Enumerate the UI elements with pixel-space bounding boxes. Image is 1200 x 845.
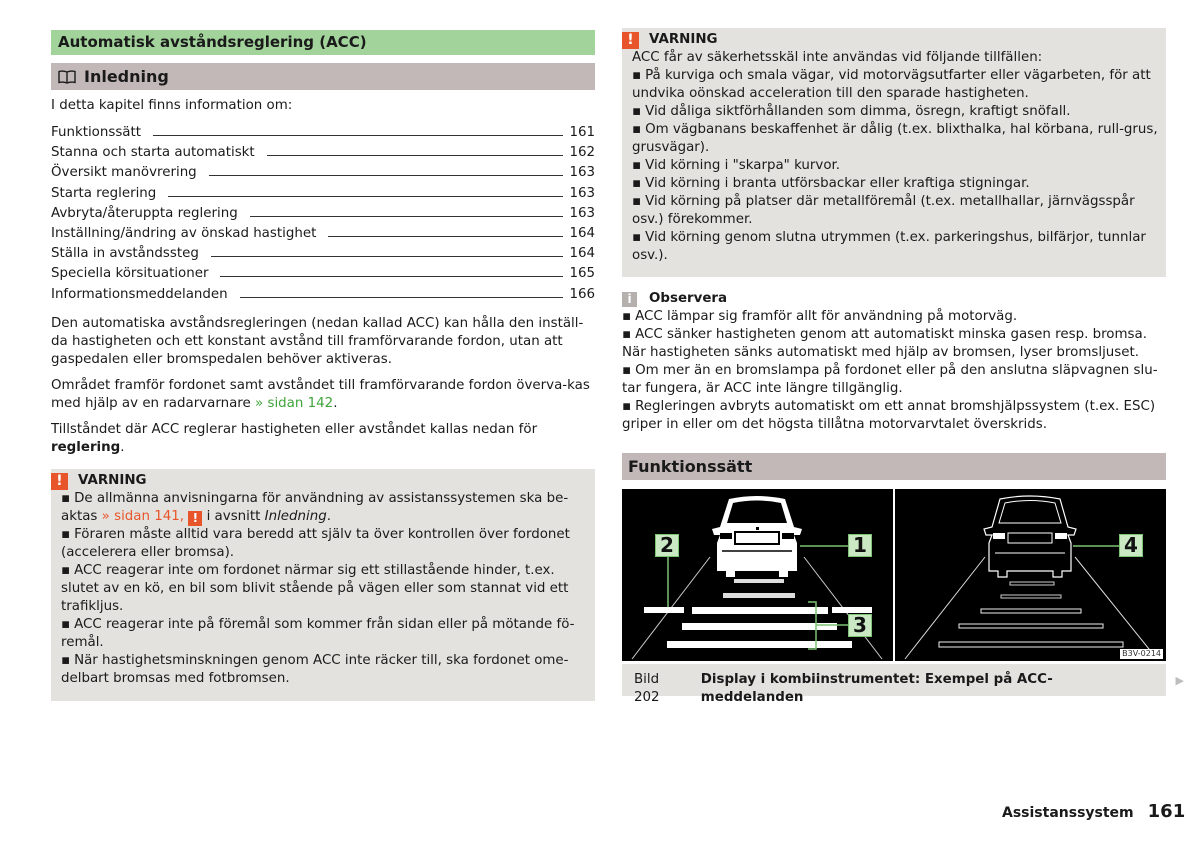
intro-text: I detta kapitel finns information om: — [51, 98, 293, 113]
toc-label: Informationsmeddelanden — [51, 286, 228, 302]
book-icon — [58, 70, 76, 84]
warning-item: ▪ Om vägbanans beskaffenhet är dålig (t.ex. blixthalka, hal körbana, rull-grus, grusvägar). — [632, 121, 1160, 157]
section-title: Inledning — [84, 67, 169, 86]
toc-label: Funktionssätt — [51, 125, 142, 140]
toc-leader — [240, 297, 564, 298]
toc-page: 161 — [569, 125, 595, 140]
toc-item[interactable] — [51, 286, 595, 306]
note-item: ▪ ACC lämpar sig framför allt för användning på motorväg. — [622, 308, 1166, 326]
toc-leader — [328, 236, 563, 237]
chapter-title: Automatisk avståndsreglering (ACC) — [51, 30, 595, 55]
warning-box-left — [51, 469, 595, 701]
note-item: ▪ Om mer än en bromslampa på fordonet eller på den anslutna släpvagnen slu-tar fungera, är ACC inte längre tillgänglig. — [622, 362, 1166, 398]
toc-leader — [153, 135, 563, 136]
toc-item[interactable] — [51, 205, 595, 225]
toc-leader — [220, 276, 563, 277]
toc-leader — [267, 155, 564, 156]
paragraph-acc-description: Den automatiska avståndsregleringen (nedan kallad ACC) kan hålla den inställ-da hastigheten och ett konstant avstånd till framförvarande fordon, utan att gaspedalen eller bromspedalen behöver aktiveras. — [51, 316, 584, 367]
page-footer — [1002, 803, 1185, 822]
warning-item — [61, 490, 589, 526]
warning-lead: ACC får av säkerhetsskäl inte användas vid följande tillfällen: — [632, 50, 1043, 65]
figure-code: B3V-0214 — [1122, 649, 1161, 658]
warning-item: ▪ Vid dåliga siktförhållanden som dimma, ösregn, kraftigt snöfall. — [632, 103, 1160, 121]
warning-icon: ! — [188, 511, 202, 526]
toc-leader — [209, 175, 564, 176]
link-sidan-142[interactable]: » sidan 142 — [255, 396, 334, 411]
warning-title: VARNING — [78, 473, 147, 488]
italic-ref: Inledning — [264, 509, 327, 524]
toc-item[interactable] — [51, 144, 595, 164]
warning-item: ▪ ACC reagerar inte om fordonet närmar sig ett stillastående hinder, t.ex. slutet av en kö, en bil som blivit stående på vägen eller som stannat vid ett trafikljus. — [61, 562, 589, 616]
note-item: ▪ Regleringen avbryts automatiskt om ett annat bromshjälpssystem (t.ex. ESC) griper in eller om det högsta tillåtna motorvarvtalet överskrids. — [622, 398, 1166, 434]
table-of-contents — [51, 124, 595, 306]
paragraph-reglering — [51, 421, 595, 457]
note-item: ▪ ACC sänker hastigheten genom att automatiskt minska gasen resp. bromsa. När hastigheten sänks automatiskt med hjälp av bromsen, lyser bromsljuset. — [622, 326, 1166, 362]
text: Tillståndet där ACC reglerar hastigheten eller avståndet kallas nedan för — [51, 422, 538, 437]
toc-label: Starta reglering — [51, 185, 157, 201]
toc-label: Avbryta/återuppta reglering — [51, 205, 238, 221]
warning-title: VARNING — [649, 32, 718, 47]
toc-item[interactable] — [51, 265, 595, 285]
toc-leader — [211, 256, 564, 257]
continue-arrow-icon: ▶ — [1175, 674, 1184, 687]
warning-item: ▪ Vid körning i "skarpa" kurvor. — [632, 157, 1160, 175]
toc-label: Stanna och starta automatiskt — [51, 145, 255, 161]
caption-text: Display i kombiinstrumentet: Exempel på ACC-meddelanden — [700, 672, 1053, 705]
text: . — [333, 396, 338, 411]
toc-label: Översikt manövrering — [51, 165, 197, 181]
callout-2: 2 — [655, 534, 679, 557]
figure-caption — [622, 664, 1184, 705]
caption-number: Bild 202 — [634, 672, 660, 705]
text: . — [326, 509, 331, 524]
toc-page: 165 — [569, 266, 595, 282]
toc-page: 163 — [569, 205, 595, 221]
toc-label: Ställa in avståndssteg — [51, 246, 199, 262]
toc-page: 163 — [569, 185, 595, 201]
acc-display-illustration-right — [895, 489, 1166, 661]
warning-body — [51, 490, 589, 688]
toc-page: 164 — [569, 225, 595, 241]
warning-body — [622, 49, 1160, 265]
note-box — [622, 290, 1166, 434]
text: . — [120, 440, 125, 455]
warning-icon: ! — [51, 473, 68, 490]
info-icon: i — [622, 292, 637, 307]
warning-box-right — [622, 28, 1166, 277]
warning-icon: ! — [622, 32, 639, 49]
warning-item: ▪ Föraren måste alltid vara beredd att själv ta över kontrollen över fordonet (accelerera eller bromsa). — [61, 526, 589, 562]
toc-item[interactable] — [51, 124, 595, 144]
callout-3: 3 — [848, 614, 872, 637]
note-header — [622, 290, 1166, 308]
section-header-funktionssatt: Funktionssätt — [622, 453, 1166, 480]
warning-item: ▪ Vid körning i branta utförsbackar eller kraftiga stigningar. — [632, 175, 1160, 193]
paragraph-radar — [51, 377, 595, 413]
toc-page: 164 — [569, 246, 595, 262]
callout-4: 4 — [1119, 534, 1143, 557]
warning-header — [622, 31, 1160, 49]
toc-leader — [250, 216, 564, 217]
figure-acc-display — [622, 489, 1166, 661]
warning-header — [51, 472, 589, 490]
toc-item[interactable] — [51, 225, 595, 245]
section-header-inledning — [51, 63, 595, 90]
text: i avsnitt — [202, 509, 265, 524]
toc-page: 162 — [569, 145, 595, 161]
bold-term: reglering — [51, 440, 121, 455]
warning-item: ▪ När hastighetsminskningen genom ACC inte räcker till, ska fordonet ome-delbart bromsas med fotbromsen. — [61, 652, 589, 688]
warning-item: ▪ Vid körning på platser där metallföremål (t.ex. metallhallar, järnvägsspår osv.) förekommer. — [632, 193, 1160, 229]
toc-item[interactable] — [51, 245, 595, 265]
toc-label: Speciella körsituationer — [51, 266, 209, 282]
toc-item[interactable] — [51, 164, 595, 184]
toc-label: Inställning/ändring av önskad hastighet — [51, 225, 317, 241]
toc-leader — [168, 196, 563, 197]
note-title: Observera — [649, 291, 728, 306]
warning-item: ▪ Vid körning genom slutna utrymmen (t.ex. parkeringshus, bilfärjor, tunnlar osv.). — [632, 229, 1160, 265]
toc-page: 166 — [569, 286, 595, 302]
warning-item: ▪ På kurviga och smala vägar, vid motorvägsutfarter eller vägarbeten, för att undvika oönskad acceleration till den sparade hastigheten. — [632, 67, 1160, 103]
callout-1: 1 — [848, 534, 872, 557]
footer-section-title: Assistanssystem — [1002, 805, 1134, 821]
page-number: 161 — [1147, 801, 1186, 822]
link-sidan-141[interactable]: » sidan 141, — [101, 509, 189, 524]
toc-item[interactable] — [51, 185, 595, 205]
toc-page: 163 — [569, 165, 595, 181]
text: Området framför fordonet samt avståndet till framförvarande fordon överva-kas med hjälp av en radarvarnare — [51, 378, 590, 411]
warning-item: ▪ ACC reagerar inte på föremål som kommer från sidan eller på mötande fö-remål. — [61, 616, 589, 652]
text: De allmänna anvisningarna för användning av assistanssystemen ska be-aktas — [61, 491, 569, 524]
